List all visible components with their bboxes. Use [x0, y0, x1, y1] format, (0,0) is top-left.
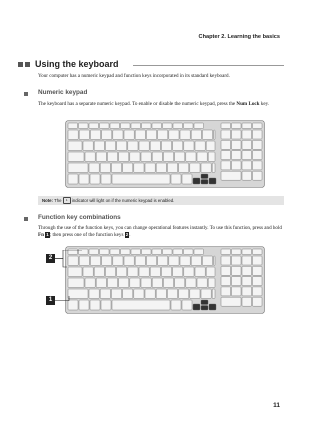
key	[163, 249, 173, 255]
key	[152, 152, 162, 162]
key	[173, 123, 183, 129]
key	[253, 249, 263, 255]
num-lock-key-name: Num Lock	[236, 101, 260, 107]
key	[102, 256, 112, 266]
bullet-square-icon	[24, 92, 28, 96]
key	[94, 267, 104, 277]
key	[113, 130, 123, 140]
key	[163, 278, 173, 288]
key	[253, 287, 263, 296]
key	[221, 287, 231, 296]
key	[112, 174, 170, 184]
key	[253, 161, 263, 170]
key	[85, 152, 95, 162]
key	[242, 256, 252, 265]
key	[68, 141, 82, 151]
key	[214, 256, 215, 266]
key	[232, 151, 242, 160]
key	[197, 278, 207, 288]
key	[194, 123, 204, 129]
key	[100, 289, 110, 299]
key	[184, 123, 194, 129]
fn-text-2: ; then press one of the function keys	[49, 232, 125, 238]
key	[89, 289, 99, 299]
key	[130, 152, 140, 162]
key	[131, 123, 141, 129]
key	[208, 152, 215, 162]
key	[161, 267, 171, 277]
key	[142, 249, 152, 255]
key	[90, 174, 100, 184]
keyboard-illustration-top	[65, 120, 265, 188]
key	[68, 123, 78, 129]
heading-square-icon	[25, 62, 30, 67]
key	[232, 256, 242, 265]
key	[105, 141, 115, 151]
key	[253, 277, 263, 286]
key	[152, 249, 162, 255]
key	[123, 163, 133, 173]
key	[121, 123, 131, 129]
key	[253, 130, 263, 139]
key	[161, 141, 171, 151]
key	[191, 256, 201, 266]
key	[141, 152, 151, 162]
key	[111, 289, 121, 299]
key	[145, 289, 155, 299]
key	[221, 161, 231, 170]
keyboard-top-svg	[65, 120, 265, 188]
key	[169, 130, 179, 140]
key	[150, 267, 160, 277]
keyboard-illustration-bottom	[65, 246, 265, 314]
key	[201, 289, 211, 299]
key	[90, 130, 100, 140]
key	[113, 256, 123, 266]
numeric-text-after: key.	[259, 101, 270, 107]
key	[89, 249, 99, 255]
key	[193, 304, 200, 310]
key	[212, 289, 215, 299]
bullet-square-icon	[24, 217, 28, 221]
key	[83, 141, 93, 151]
key	[232, 140, 242, 149]
key	[253, 123, 263, 129]
key	[141, 278, 151, 288]
key	[96, 278, 106, 288]
key	[150, 141, 160, 151]
key	[190, 289, 200, 299]
key	[253, 140, 263, 149]
key	[121, 249, 131, 255]
key	[167, 163, 177, 173]
key	[124, 130, 134, 140]
key	[68, 130, 78, 140]
key	[171, 174, 181, 184]
note-label: Note:	[42, 198, 53, 203]
key	[142, 123, 152, 129]
key	[191, 130, 201, 140]
key	[206, 141, 215, 151]
key	[242, 287, 252, 296]
numeric-text-before: The keyboard has a separate numeric keypad. To enable or disable the numeric keypad, press the	[38, 101, 237, 107]
num-lock-indicator-icon: 1	[63, 197, 71, 204]
key	[158, 256, 168, 266]
callout-leader-lines	[55, 250, 85, 310]
key	[180, 130, 190, 140]
key	[123, 289, 133, 299]
key	[100, 249, 110, 255]
chapter-header: Chapter 2. Learning the basics	[198, 34, 280, 40]
key	[79, 123, 89, 129]
key	[135, 256, 145, 266]
key	[184, 141, 194, 151]
callout-1-marker: 1	[46, 296, 55, 305]
fn-text-3: .	[129, 232, 131, 238]
key	[242, 151, 252, 160]
key	[101, 300, 111, 310]
key	[221, 123, 231, 129]
key	[90, 300, 100, 310]
key	[169, 256, 179, 266]
key	[68, 174, 78, 184]
key	[253, 266, 263, 275]
key	[107, 278, 117, 288]
page-number: 11	[273, 402, 280, 409]
key	[206, 267, 215, 277]
key	[130, 278, 140, 288]
key	[221, 297, 241, 306]
key	[105, 267, 115, 277]
key	[85, 278, 95, 288]
key	[193, 178, 200, 184]
key	[117, 267, 127, 277]
key	[232, 161, 242, 170]
intro-paragraph: Your computer has a numeric keypad and function keys incorporated in its standard keyboard.	[38, 73, 230, 79]
key	[128, 267, 138, 277]
key	[173, 267, 183, 277]
key	[100, 123, 110, 129]
key	[201, 306, 208, 311]
key	[242, 249, 252, 255]
key	[242, 161, 252, 170]
key	[201, 300, 208, 305]
key	[167, 289, 177, 299]
key	[89, 163, 99, 173]
key	[117, 141, 127, 151]
numeric-keypad-paragraph	[38, 101, 286, 108]
key	[197, 152, 207, 162]
key	[242, 130, 252, 139]
note-text-before: The	[52, 198, 63, 203]
key	[152, 123, 162, 129]
key	[111, 163, 121, 173]
key	[221, 266, 231, 275]
key	[242, 277, 252, 286]
key	[163, 152, 173, 162]
key	[124, 256, 134, 266]
key	[209, 178, 216, 184]
function-keys-heading: Function key combinations	[38, 214, 121, 221]
key	[202, 256, 212, 266]
key	[146, 130, 156, 140]
key	[184, 249, 194, 255]
key	[68, 152, 84, 162]
key	[146, 256, 156, 266]
key	[139, 267, 149, 277]
key	[110, 249, 120, 255]
key	[221, 277, 231, 286]
key	[135, 130, 145, 140]
key	[156, 289, 166, 299]
key	[242, 171, 252, 180]
key	[221, 151, 231, 160]
key	[253, 151, 263, 160]
key	[221, 140, 231, 149]
key	[221, 171, 241, 180]
key	[242, 266, 252, 275]
key	[100, 163, 110, 173]
key	[202, 130, 212, 140]
key	[208, 278, 215, 288]
key	[221, 130, 231, 139]
key	[232, 266, 242, 275]
key	[186, 278, 196, 288]
key	[201, 174, 208, 179]
key	[201, 180, 208, 185]
key	[89, 123, 99, 129]
note-box	[38, 196, 284, 205]
key	[195, 267, 205, 277]
key	[96, 152, 106, 162]
key	[179, 289, 189, 299]
key	[232, 287, 242, 296]
key	[182, 300, 192, 310]
key	[232, 249, 242, 255]
key	[242, 140, 252, 149]
key	[107, 152, 117, 162]
key	[242, 297, 252, 306]
key	[173, 141, 183, 151]
heading-rule	[133, 65, 284, 66]
key	[152, 278, 162, 288]
numeric-keypad-heading: Numeric keypad	[38, 89, 88, 96]
key	[184, 267, 194, 277]
key	[212, 163, 215, 173]
fn-text-1: Through the use of the function keys, you can change operational features instantly. To use this function, press and hold	[38, 225, 282, 231]
key	[79, 174, 89, 184]
key	[90, 256, 100, 266]
key	[242, 123, 252, 129]
key	[102, 130, 112, 140]
key	[173, 249, 183, 255]
key	[179, 163, 189, 173]
key	[163, 123, 173, 129]
key	[190, 163, 200, 173]
fn-key-name: Fn	[38, 232, 44, 238]
callout-badge-2: 2	[125, 232, 129, 237]
section-heading	[18, 60, 284, 70]
key	[171, 300, 181, 310]
key	[232, 277, 242, 286]
heading-square-icon	[18, 62, 23, 67]
key	[94, 141, 104, 151]
key	[128, 141, 138, 151]
key	[101, 174, 111, 184]
key	[112, 300, 170, 310]
key	[214, 130, 215, 140]
key	[119, 152, 129, 162]
key	[158, 130, 168, 140]
keyboard-bottom-svg	[65, 246, 265, 314]
key	[145, 163, 155, 173]
key	[195, 141, 205, 151]
key	[221, 249, 231, 255]
key	[253, 256, 263, 265]
key	[175, 278, 185, 288]
key	[134, 289, 144, 299]
key	[221, 256, 231, 265]
key	[110, 123, 120, 129]
key	[139, 141, 149, 151]
key	[232, 130, 242, 139]
key	[232, 123, 242, 129]
key	[180, 256, 190, 266]
key	[156, 163, 166, 173]
key	[68, 163, 88, 173]
key	[119, 278, 129, 288]
section-title: Using the keyboard	[35, 59, 119, 69]
key	[253, 297, 263, 306]
key	[194, 249, 204, 255]
key	[182, 174, 192, 184]
callout-2-marker: 2	[46, 254, 55, 263]
key	[209, 304, 216, 310]
function-keys-paragraph	[38, 225, 286, 239]
key	[175, 152, 185, 162]
callout-badge-1: 1	[46, 232, 49, 237]
key	[186, 152, 196, 162]
key	[79, 130, 89, 140]
key	[253, 171, 263, 180]
note-text-after: indicator will light on if the numeric keypad is enabled.	[70, 198, 175, 203]
key	[201, 163, 211, 173]
key	[131, 249, 141, 255]
key	[134, 163, 144, 173]
